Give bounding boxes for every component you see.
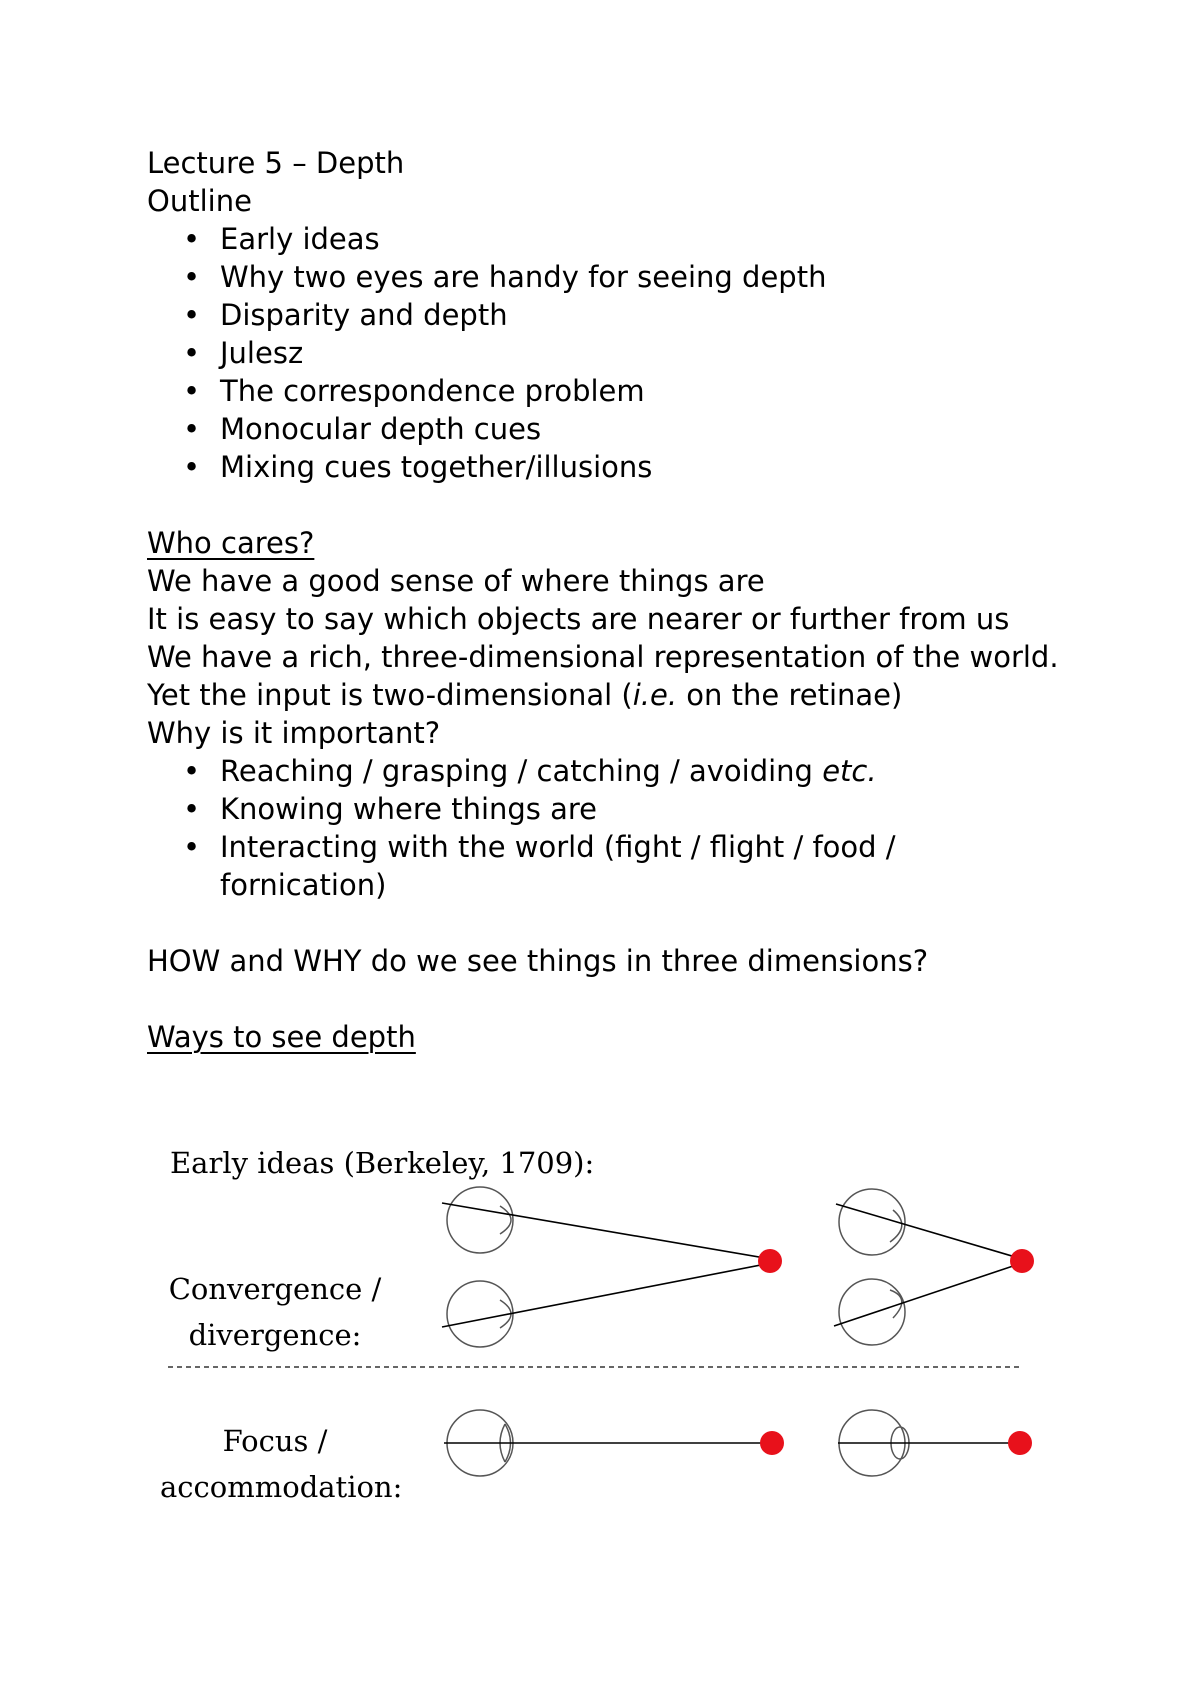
sight-line (834, 1263, 1022, 1326)
figure-title: Early ideas (Berkeley, 1709): (170, 1146, 595, 1180)
bullet-icon: • (183, 222, 201, 256)
target-dot (760, 1431, 784, 1455)
accommodation-label: Focus / accommodation: (160, 1424, 403, 1504)
paragraph-line: It is easy to say which objects are nearer or further from us (147, 602, 1010, 636)
ie-abbreviation: i.e. (632, 678, 678, 712)
convergence-label: Convergence / divergence: (168, 1272, 382, 1352)
paragraph-line: We have a good sense of where things are (147, 564, 765, 598)
bullet-icon: • (183, 450, 201, 484)
target-dot (758, 1249, 782, 1273)
list-item: • Reaching / grasping / catching / avoiding etc. (183, 754, 877, 788)
bullet-icon: • (183, 830, 201, 864)
bullet-icon: • (183, 374, 201, 408)
list-item: • Mixing cues together/illusions (183, 450, 653, 484)
list-item: • Interacting with the world (fight / flight / food / fornication) (183, 830, 896, 902)
bullet-icon: • (183, 336, 201, 370)
list-item: • Disparity and depth (183, 298, 508, 332)
list-item: • Julesz (183, 336, 304, 370)
bullet-icon: • (183, 792, 201, 826)
who-cares-heading: Who cares? (147, 526, 315, 560)
sight-line (836, 1204, 1022, 1259)
eye-icon (447, 1281, 513, 1347)
lecture-notes-text (147, 144, 1087, 1056)
bullet-icon: • (183, 298, 201, 332)
list-item: • Why two eyes are handy for seeing depth (183, 260, 827, 294)
sight-line (442, 1263, 771, 1327)
eyes-diagram (160, 1140, 1060, 1520)
why-important-line: Why is it important? (147, 716, 441, 750)
outline-heading: Outline (147, 184, 252, 218)
lecture-title: Lecture 5 – Depth (147, 146, 405, 180)
depth-cues-figure (160, 1140, 1060, 1520)
target-dot (1010, 1249, 1034, 1273)
bullet-icon: • (183, 412, 201, 446)
list-item: • Knowing where things are (183, 792, 598, 826)
key-question: HOW and WHY do we see things in three dimensions? (147, 944, 929, 978)
ways-heading: Ways to see depth (147, 1020, 416, 1054)
spacer (147, 486, 1087, 524)
eye-icon (447, 1187, 513, 1253)
outline-list (147, 220, 1087, 486)
spacer (147, 904, 1087, 942)
list-item: • Early ideas (183, 222, 380, 256)
target-dot (1008, 1431, 1032, 1455)
spacer (147, 980, 1087, 1018)
bullet-icon: • (183, 260, 201, 294)
list-item: • The correspondence problem (183, 374, 645, 408)
list-item: • Monocular depth cues (183, 412, 542, 446)
reasons-list (147, 752, 1087, 904)
eye-icon (839, 1279, 905, 1345)
bullet-icon: • (183, 754, 201, 788)
paragraph-line: We have a rich, three-dimensional representation of the world. Yet the input is two-dimensional (i.e. on the retinae) (147, 640, 1059, 712)
